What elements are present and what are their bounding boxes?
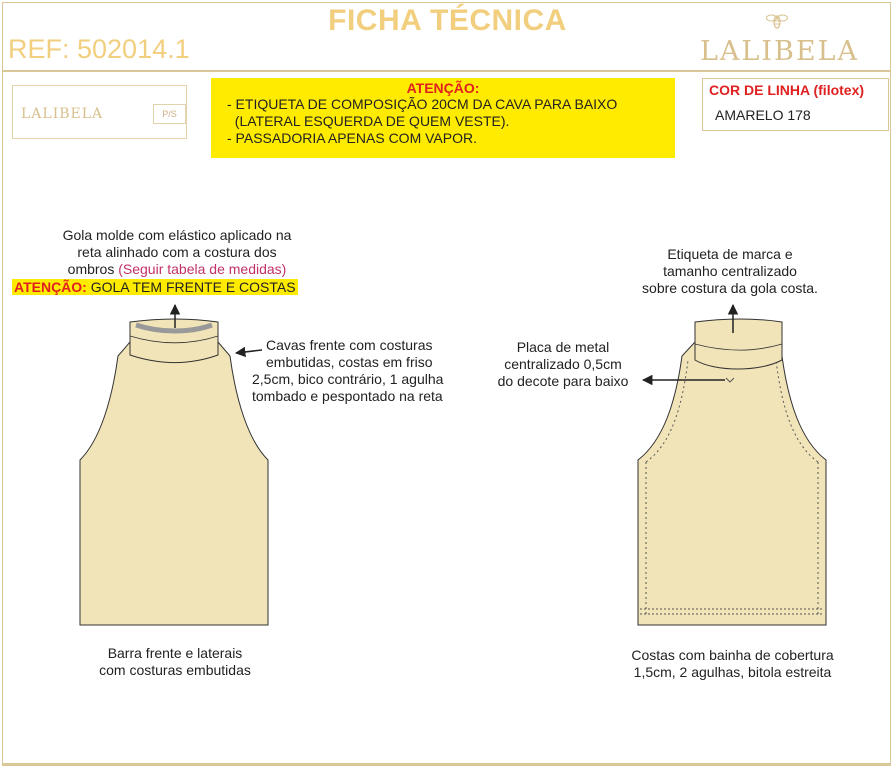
armhole-arrow (236, 350, 262, 353)
collar-warning (12, 279, 298, 296)
attention-line: (LATERAL ESQUERDA DE QUEM VESTE). (227, 113, 510, 129)
front-tank-top-drawing (80, 319, 268, 625)
front-hem-note-line: com costuras embutidas (99, 662, 251, 678)
thread-color-heading: COR DE LINHA (filotex) (709, 82, 865, 98)
metal-plate-note-line: do decote para baixo (497, 373, 629, 389)
collar-note-line: Gola molde com elástico aplicado na (62, 227, 292, 243)
page-title: FICHA TÉCNICA (328, 4, 567, 37)
measurement-table-reference: (Seguir tabela de medidas) (118, 261, 287, 277)
collar-note-line: reta alinhado com a costura dos (77, 244, 277, 260)
back-hem-note (600, 647, 865, 681)
front-hem-note (60, 645, 290, 679)
collar-warning-text: GOLA TEM FRENTE E COSTAS (90, 279, 296, 295)
attention-line: - ETIQUETA DE COMPOSIÇÃO 20CM DA CAVA PARA BAIXO (227, 96, 618, 112)
thread-color-value: AMARELO 178 (715, 107, 811, 123)
attention-heading: ATENÇÃO: (406, 80, 480, 96)
collar-note-text: ombros (67, 261, 115, 277)
attention-line: - PASSADORIA APENAS COM VAPOR. (227, 130, 477, 146)
back-tank-top-drawing (638, 319, 826, 625)
back-hem-note-line: Costas com bainha de cobertura (631, 647, 834, 663)
metal-plate-note (478, 339, 648, 390)
armhole-note-line: Cavas frente com costuras (266, 337, 433, 353)
back-hem-note-line: 1,5cm, 2 agulhas, bitola estreita (633, 664, 832, 680)
metal-plate-note-line: Placa de metal (516, 339, 610, 355)
size-tag: P/S (153, 104, 186, 124)
brand-label-note-line: sobre costura da gola costa. (642, 280, 818, 296)
label-brand-text: LALIBELA (21, 106, 104, 122)
armhole-note-line: embutidas, costas em friso (266, 354, 433, 370)
brand-label-note-line: Etiqueta de marca e (667, 246, 793, 262)
armhole-note-line: 2,5cm, bico contrário, 1 agulha (252, 371, 444, 387)
brand-logo: LALIBELA (700, 36, 860, 67)
metal-plate-note-line: centralizado 0,5cm (504, 356, 622, 372)
collar-note (32, 227, 322, 278)
reference-code: REF: 502014.1 (8, 34, 190, 64)
brand-label-note-line: tamanho centralizado (663, 263, 797, 279)
armhole-note (252, 337, 444, 405)
armhole-note-line: tombado e pespontado na reta (252, 388, 443, 404)
collar-warning-label: ATENÇÃO: (14, 279, 87, 295)
collar-note-line (32, 261, 322, 278)
front-hem-note-line: Barra frente e laterais (107, 645, 243, 661)
brand-label-note (610, 246, 850, 297)
